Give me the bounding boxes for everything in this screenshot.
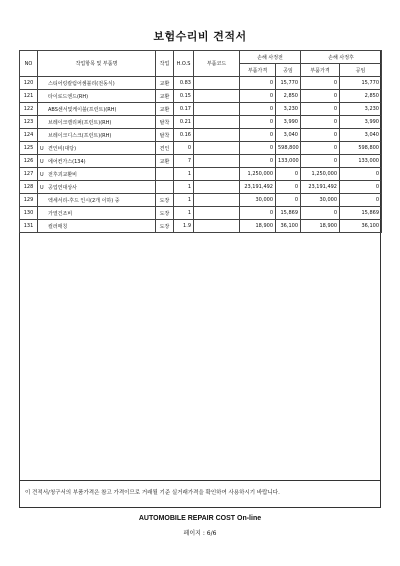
table-row	[20, 90, 382, 103]
row-before-part-price: 30,000	[240, 194, 276, 207]
row-item-label: 컬러매칭	[48, 223, 68, 230]
row-item-name	[38, 90, 156, 103]
row-work: 도장	[156, 207, 174, 220]
row-work: 교환	[156, 155, 174, 168]
row-before-part-price: 0	[240, 90, 276, 103]
header-after-part-price: 부품가격	[301, 64, 340, 77]
footer-title: AUTOMOBILE REPAIR COST On-line	[138, 515, 262, 522]
table-row	[20, 77, 382, 90]
row-no: 130	[20, 207, 38, 220]
row-item-prefix: U	[40, 171, 44, 178]
row-after-labor: 0	[340, 181, 382, 194]
table-row	[20, 181, 382, 194]
row-item-prefix: U	[40, 158, 44, 165]
row-after-part-price: 0	[301, 103, 340, 116]
row-before-part-price: 23,191,492	[240, 181, 276, 194]
table-row	[20, 129, 382, 142]
estimate-table	[19, 50, 382, 233]
row-after-labor: 3,990	[340, 116, 382, 129]
row-hos: 0.15	[174, 90, 194, 103]
row-part-code	[194, 129, 240, 142]
table-row	[20, 194, 382, 207]
row-item-label: 엑세서리-후드 인시(2개 이하) 중	[48, 197, 120, 204]
row-after-labor: 15,869	[340, 207, 382, 220]
row-before-part-price: 0	[240, 142, 276, 155]
header-part-code: 부품코드	[194, 51, 240, 77]
row-after-part-price: 1,250,000	[301, 168, 340, 181]
row-item-name	[38, 168, 156, 181]
row-before-part-price: 1,250,000	[240, 168, 276, 181]
row-hos: 1	[174, 194, 194, 207]
row-before-labor: 2,850	[276, 90, 301, 103]
header-before-group: 손해 사정전	[240, 51, 301, 64]
row-work: 도장	[156, 194, 174, 207]
row-part-code	[194, 103, 240, 116]
row-hos: 0.17	[174, 103, 194, 116]
row-item-name	[38, 220, 156, 233]
row-part-code	[194, 155, 240, 168]
row-no: 128	[20, 181, 38, 194]
row-before-labor: 0	[276, 168, 301, 181]
row-before-labor: 598,800	[276, 142, 301, 155]
row-part-code	[194, 220, 240, 233]
row-hos: 7	[174, 155, 194, 168]
row-hos: 1	[174, 168, 194, 181]
row-before-part-price: 0	[240, 103, 276, 116]
row-item-name	[38, 207, 156, 220]
table-row	[20, 207, 382, 220]
row-after-labor: 2,850	[340, 90, 382, 103]
row-work: 교환	[156, 90, 174, 103]
row-after-labor: 15,770	[340, 77, 382, 90]
row-after-part-price: 0	[301, 90, 340, 103]
row-part-code	[194, 90, 240, 103]
row-item-label: 가열건조비	[48, 210, 73, 217]
header-item: 작업항목 및 부품명	[38, 51, 156, 77]
header-work: 작업	[156, 51, 174, 77]
row-after-part-price: 23,191,492	[301, 181, 340, 194]
row-no: 121	[20, 90, 38, 103]
row-work: 교환	[156, 77, 174, 90]
row-before-labor: 3,040	[276, 129, 301, 142]
row-item-label: ABS센서및케이블(프런트)(RH)	[48, 106, 117, 113]
table-row	[20, 168, 382, 181]
row-no: 125	[20, 142, 38, 155]
row-item-name	[38, 142, 156, 155]
row-item-name	[38, 103, 156, 116]
row-item-name	[38, 194, 156, 207]
row-no: 122	[20, 103, 38, 116]
row-item-name	[38, 181, 156, 194]
row-after-part-price: 18,900	[301, 220, 340, 233]
row-before-part-price: 0	[240, 116, 276, 129]
row-before-labor: 0	[276, 181, 301, 194]
row-no: 131	[20, 220, 38, 233]
row-part-code	[194, 194, 240, 207]
row-work: 견인	[156, 142, 174, 155]
row-work: 탈착	[156, 116, 174, 129]
row-after-part-price: 0	[301, 77, 340, 90]
row-part-code	[194, 77, 240, 90]
row-hos: 1.9	[174, 220, 194, 233]
row-before-labor: 15,869	[276, 207, 301, 220]
row-item-label: 공업연대상사	[48, 184, 77, 191]
disclaimer-note: 이 견적서/청구서의 부품가격은 참고 가격이므로 거래될 기준 실거래가격을 확인하여 사용하시기 바랍니다.	[19, 480, 381, 508]
table-row	[20, 116, 382, 129]
row-hos: 0	[174, 142, 194, 155]
row-after-part-price: 0	[301, 207, 340, 220]
row-item-prefix: U	[40, 184, 44, 191]
row-before-labor: 36,100	[276, 220, 301, 233]
row-after-labor: 3,040	[340, 129, 382, 142]
row-item-label: 브레이크디스크(프런트)(RH)	[48, 132, 112, 139]
row-after-labor: 598,800	[340, 142, 382, 155]
row-item-label: 견인비(대당)	[48, 145, 77, 152]
row-hos: 0.21	[174, 116, 194, 129]
row-no: 129	[20, 194, 38, 207]
table-row	[20, 220, 382, 233]
row-after-part-price: 0	[301, 155, 340, 168]
row-no: 123	[20, 116, 38, 129]
row-before-labor: 15,770	[276, 77, 301, 90]
row-before-labor: 3,990	[276, 116, 301, 129]
row-item-label: 타이로드엔드(RH)	[48, 93, 89, 100]
table-row	[20, 142, 382, 155]
row-after-labor: 133,000	[340, 155, 382, 168]
row-after-labor: 36,100	[340, 220, 382, 233]
row-no: 124	[20, 129, 38, 142]
header-hos: H.O.S	[174, 51, 194, 77]
row-part-code	[194, 207, 240, 220]
row-part-code	[194, 142, 240, 155]
row-before-part-price: 0	[240, 77, 276, 90]
row-item-prefix: U	[40, 145, 44, 152]
row-item-name	[38, 77, 156, 90]
header-after-labor: 공임	[340, 64, 382, 77]
header-no: NO	[20, 51, 38, 77]
row-item-label: 에어컨가스(134)	[48, 158, 86, 165]
header-before-part-price: 부품가격	[240, 64, 276, 77]
header-before-labor: 공임	[276, 64, 301, 77]
row-hos: 0.16	[174, 129, 194, 142]
table-row	[20, 103, 382, 116]
row-item-name	[38, 116, 156, 129]
row-after-part-price: 0	[301, 116, 340, 129]
row-no: 127	[20, 168, 38, 181]
row-before-labor: 3,230	[276, 103, 301, 116]
row-item-name	[38, 155, 156, 168]
row-item-name	[38, 129, 156, 142]
row-hos: 0.83	[174, 77, 194, 90]
table-row	[20, 155, 382, 168]
row-before-labor: 133,000	[276, 155, 301, 168]
row-item-label: 브레이크캘리퍼(프런트)(RH)	[48, 119, 112, 126]
page-number: 페이지 : 6/6	[183, 530, 217, 537]
row-work: 탈착	[156, 129, 174, 142]
row-after-part-price: 0	[301, 129, 340, 142]
row-hos: 1	[174, 207, 194, 220]
document-title: 보험수리비 견적서	[153, 30, 247, 43]
row-before-part-price: 0	[240, 129, 276, 142]
row-work	[156, 181, 174, 194]
row-hos: 1	[174, 181, 194, 194]
row-after-part-price: 0	[301, 142, 340, 155]
row-after-part-price: 30,000	[301, 194, 340, 207]
table-body	[20, 77, 382, 233]
row-item-label: 전후괴교환비	[48, 171, 77, 178]
row-after-labor: 3,230	[340, 103, 382, 116]
row-before-labor: 0	[276, 194, 301, 207]
header-after-group: 손해 사정후	[301, 51, 382, 64]
row-part-code	[194, 181, 240, 194]
row-before-part-price: 0	[240, 155, 276, 168]
row-no: 120	[20, 77, 38, 90]
row-after-labor: 0	[340, 168, 382, 181]
row-after-labor: 0	[340, 194, 382, 207]
row-no: 126	[20, 155, 38, 168]
row-work: 교환	[156, 103, 174, 116]
row-work: 도장	[156, 220, 174, 233]
row-item-label: 스티어링칼럼어셈블리(전동식)	[48, 80, 115, 87]
row-part-code	[194, 168, 240, 181]
row-work	[156, 168, 174, 181]
row-before-part-price: 0	[240, 207, 276, 220]
row-part-code	[194, 116, 240, 129]
row-before-part-price: 18,900	[240, 220, 276, 233]
